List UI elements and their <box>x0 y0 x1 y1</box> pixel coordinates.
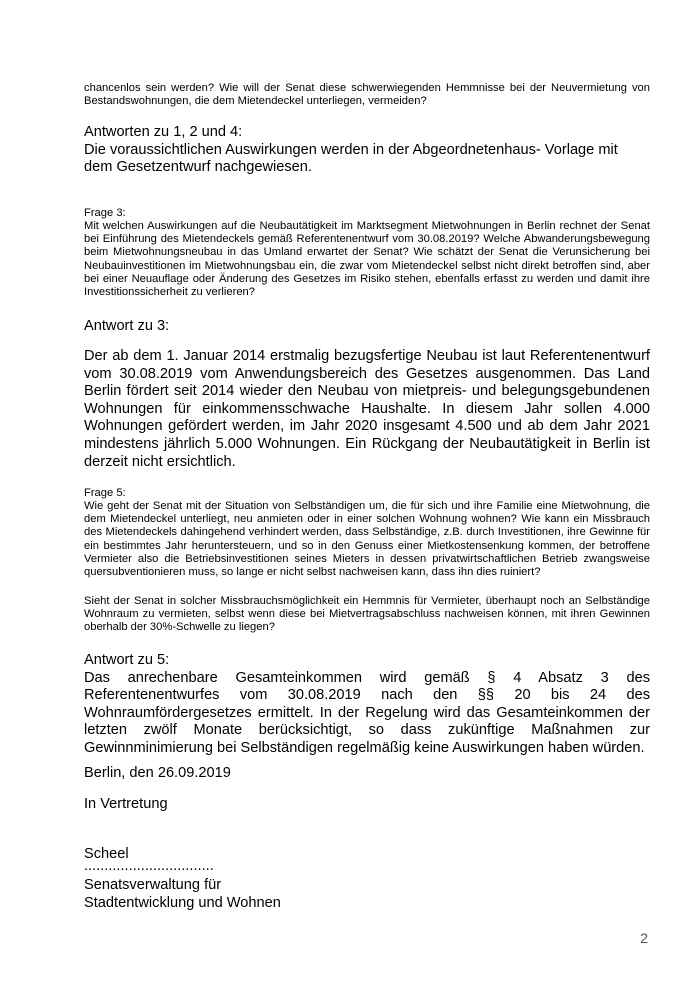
question-5-text-2: Sieht der Senat in solcher Missbrauchsmöglichkeit ein Hemmnis für Vermieter, überhaupt noch an Selbständige Wohnraum zu vermieten, selbst wenn diese bei Mietvertragsabschluss nachweisen können, mit ihren Gewinnen oberhalb der 30%-Schwelle zu liegen? <box>84 595 650 634</box>
agency-line-1: Senatsverwaltung für <box>84 877 222 893</box>
answer-1-2-4-text: Die voraussichtlichen Auswirkungen werden in der Abgeordnetenhaus- Vorlage mit dem Gesetzentwurf nachgewiesen. <box>84 141 618 176</box>
intro-text: chancenlos sein werden? Wie will der Senat diese schwerwiegenden Hemmnisse bei der Neuvermietung von Bestandswohnungen, die dem Mietendeckel unterliegen, vermeiden? <box>84 82 650 108</box>
answer-1-2-4-heading: Antworten zu 1, 2 und 4: <box>84 124 243 140</box>
answer-3-text: Der ab dem 1. Januar 2014 erstmalig bezugsfertige Neubau ist laut Referentenentwurf vom 30.08.2019 vom Anwendungsbereich des Gesetzes ausgenommen. Das Land Berlin fördert seit 2014 wieder den Neubau von mietpreis- und belegungsgebundenen Wohnungen für einkommensschwache Haushalte. In diesem Jahr sollen 4.000 Wohnungen gefördert werden, im Jahr 2020 insgesamt 4.500 und ab dem Jahr 2021 mindestens jährlich 5.000 Wohnungen. Ein Rückgang der Neubautätigkeit in Berlin ist derzeit nicht ersichtlich. <box>84 348 650 470</box>
question-3-heading: Frage 3: <box>84 207 126 219</box>
answer-5-text: Das anrechenbare Gesamteinkommen wird gemäß § 4 Absatz 3 des Referentenentwurfes vom 30.08.2019 nach den §§ 20 bis 24 des Wohnraumfördergesetzes ermittelt. In der Regelung wird das Gesamteinkommen der letzten zwölf Monate berücksichtigt, so dass zukünftige Maßnahmen zur Gewinnminimierung bei Selbständigen regelmäßig keine Auswirkungen haben würden. <box>84 669 650 756</box>
signature-dots: ................................ <box>84 858 214 874</box>
question-5-text: Wie geht der Senat mit der Situation von Selbständigen um, die für sich und ihre Familie eine Mietwohnung, die dem Mietendeckel unterliegt, neu anmieten oder in einer solchen Wohnung wohnen? Wie kann ein Missbrauch des Mietendeckels dahingehend verhindert werden, dass Selbständige, z.B. durch Investitionen, ihre Gewinne für ein bestimmtes Jahr heruntersteuern, und so in den Genuss einer Mietkostensenkung kommen, der betroffene Vermieter also die Betriebsinvestitionen seines Mieters in dessen privatwirtschaftlichen Betrieb zwangsweise quersubventionieren muss, so lange er nicht selbst nachweisen kann, dass ihn dies ruiniert? <box>84 500 650 579</box>
answer-3-heading: Antwort zu 3: <box>84 318 170 334</box>
agency-line-2: Stadtentwicklung und Wohnen <box>84 894 281 911</box>
answer-5-heading: Antwort zu 5: <box>84 652 170 668</box>
page-number: 2 <box>640 930 648 946</box>
closing-in-vertretung: In Vertretung <box>84 796 168 812</box>
question-5-heading: Frage 5: <box>84 487 126 499</box>
question-3-text: Mit welchen Auswirkungen auf die Neubautätigkeit im Marktsegment Mietwohnungen in Berlin rechnet der Senat bei Einführung des Mietendeckels gemäß Referentenentwurf vom 30.08.2019? Welche Abwanderungsbewegung beim Mietwohnungsneubau in das Umland erwartet der Senat? Wie schätzt der Senat die Verunsicherung bei Neubauinvestitionen im Mietwohnungsbau ein, die zwar vom Mietendeckel selbst nicht direkt betroffen sind, aber bei einer Neuauflage oder Änderung des Gesetzes im Risiko stehen, ebenfalls erfasst zu werden und damit ihre Investitionssicherheit zu verlieren? <box>84 220 650 299</box>
closing-place-date: Berlin, den 26.09.2019 <box>84 765 231 781</box>
signer-name: Scheel <box>84 846 129 862</box>
